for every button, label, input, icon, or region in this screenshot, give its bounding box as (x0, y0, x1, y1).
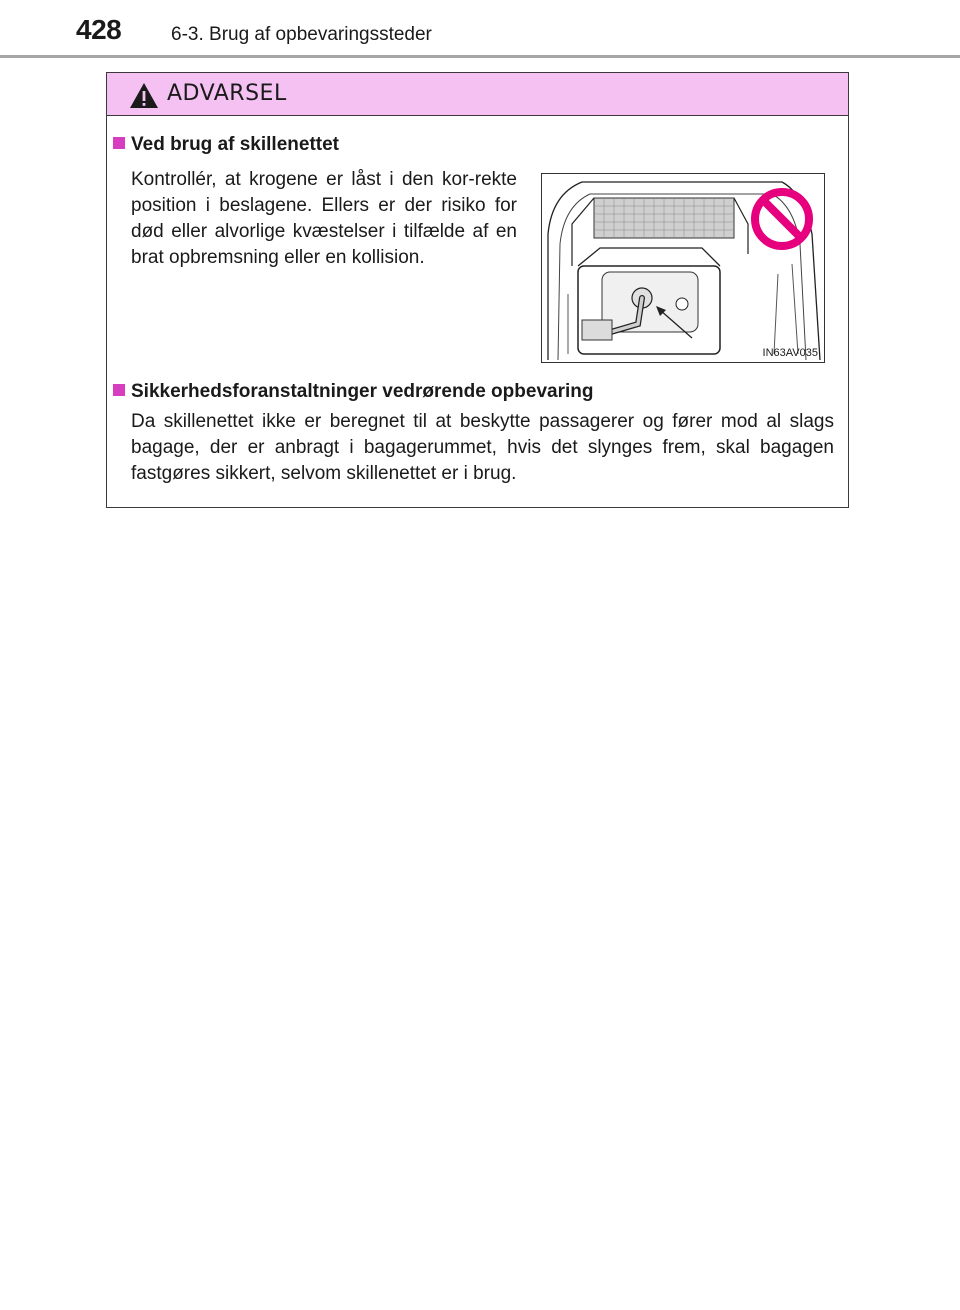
section-body-net-use: Kontrollér, at krogene er låst i den kor-rekte position i beslagene. Ellers er der risiko for død eller alvorlige kvæstelser i tilfælde af en brat opbremsning eller en kollision. (131, 169, 517, 268)
warning-triangle-icon (129, 81, 159, 109)
section-body-storage: Da skillenettet ikke er beregnet til at beskytte passagerer og fører mod al slags bagage, der er anbragt i bagagerummet, hvis det slynges frem, skal bagagen fastgøres sikkert, selvom skillenettet er i brug. (131, 411, 834, 484)
square-bullet-icon (113, 384, 125, 396)
page-header (0, 0, 960, 60)
page-number: 428 (76, 14, 122, 45)
section-heading-text: Sikkerhedsforanstaltninger vedrørende opbevaring (131, 381, 594, 402)
section-heading-text: Ved brug af skillenettet (131, 134, 339, 155)
header-rule (0, 55, 960, 58)
warning-header (107, 73, 848, 116)
illustration-figure (541, 173, 825, 363)
warning-box (106, 72, 849, 508)
warning-label: ADVARSEL (167, 81, 287, 106)
section-heading-storage (113, 381, 593, 403)
section-title: 6-3. Brug af opbevaringssteder (171, 24, 432, 45)
cargo-net-hook-illustration (542, 174, 826, 364)
square-bullet-icon (113, 137, 125, 149)
figure-code: IN63AV035 (762, 347, 818, 359)
section-heading-net-use (113, 134, 339, 156)
